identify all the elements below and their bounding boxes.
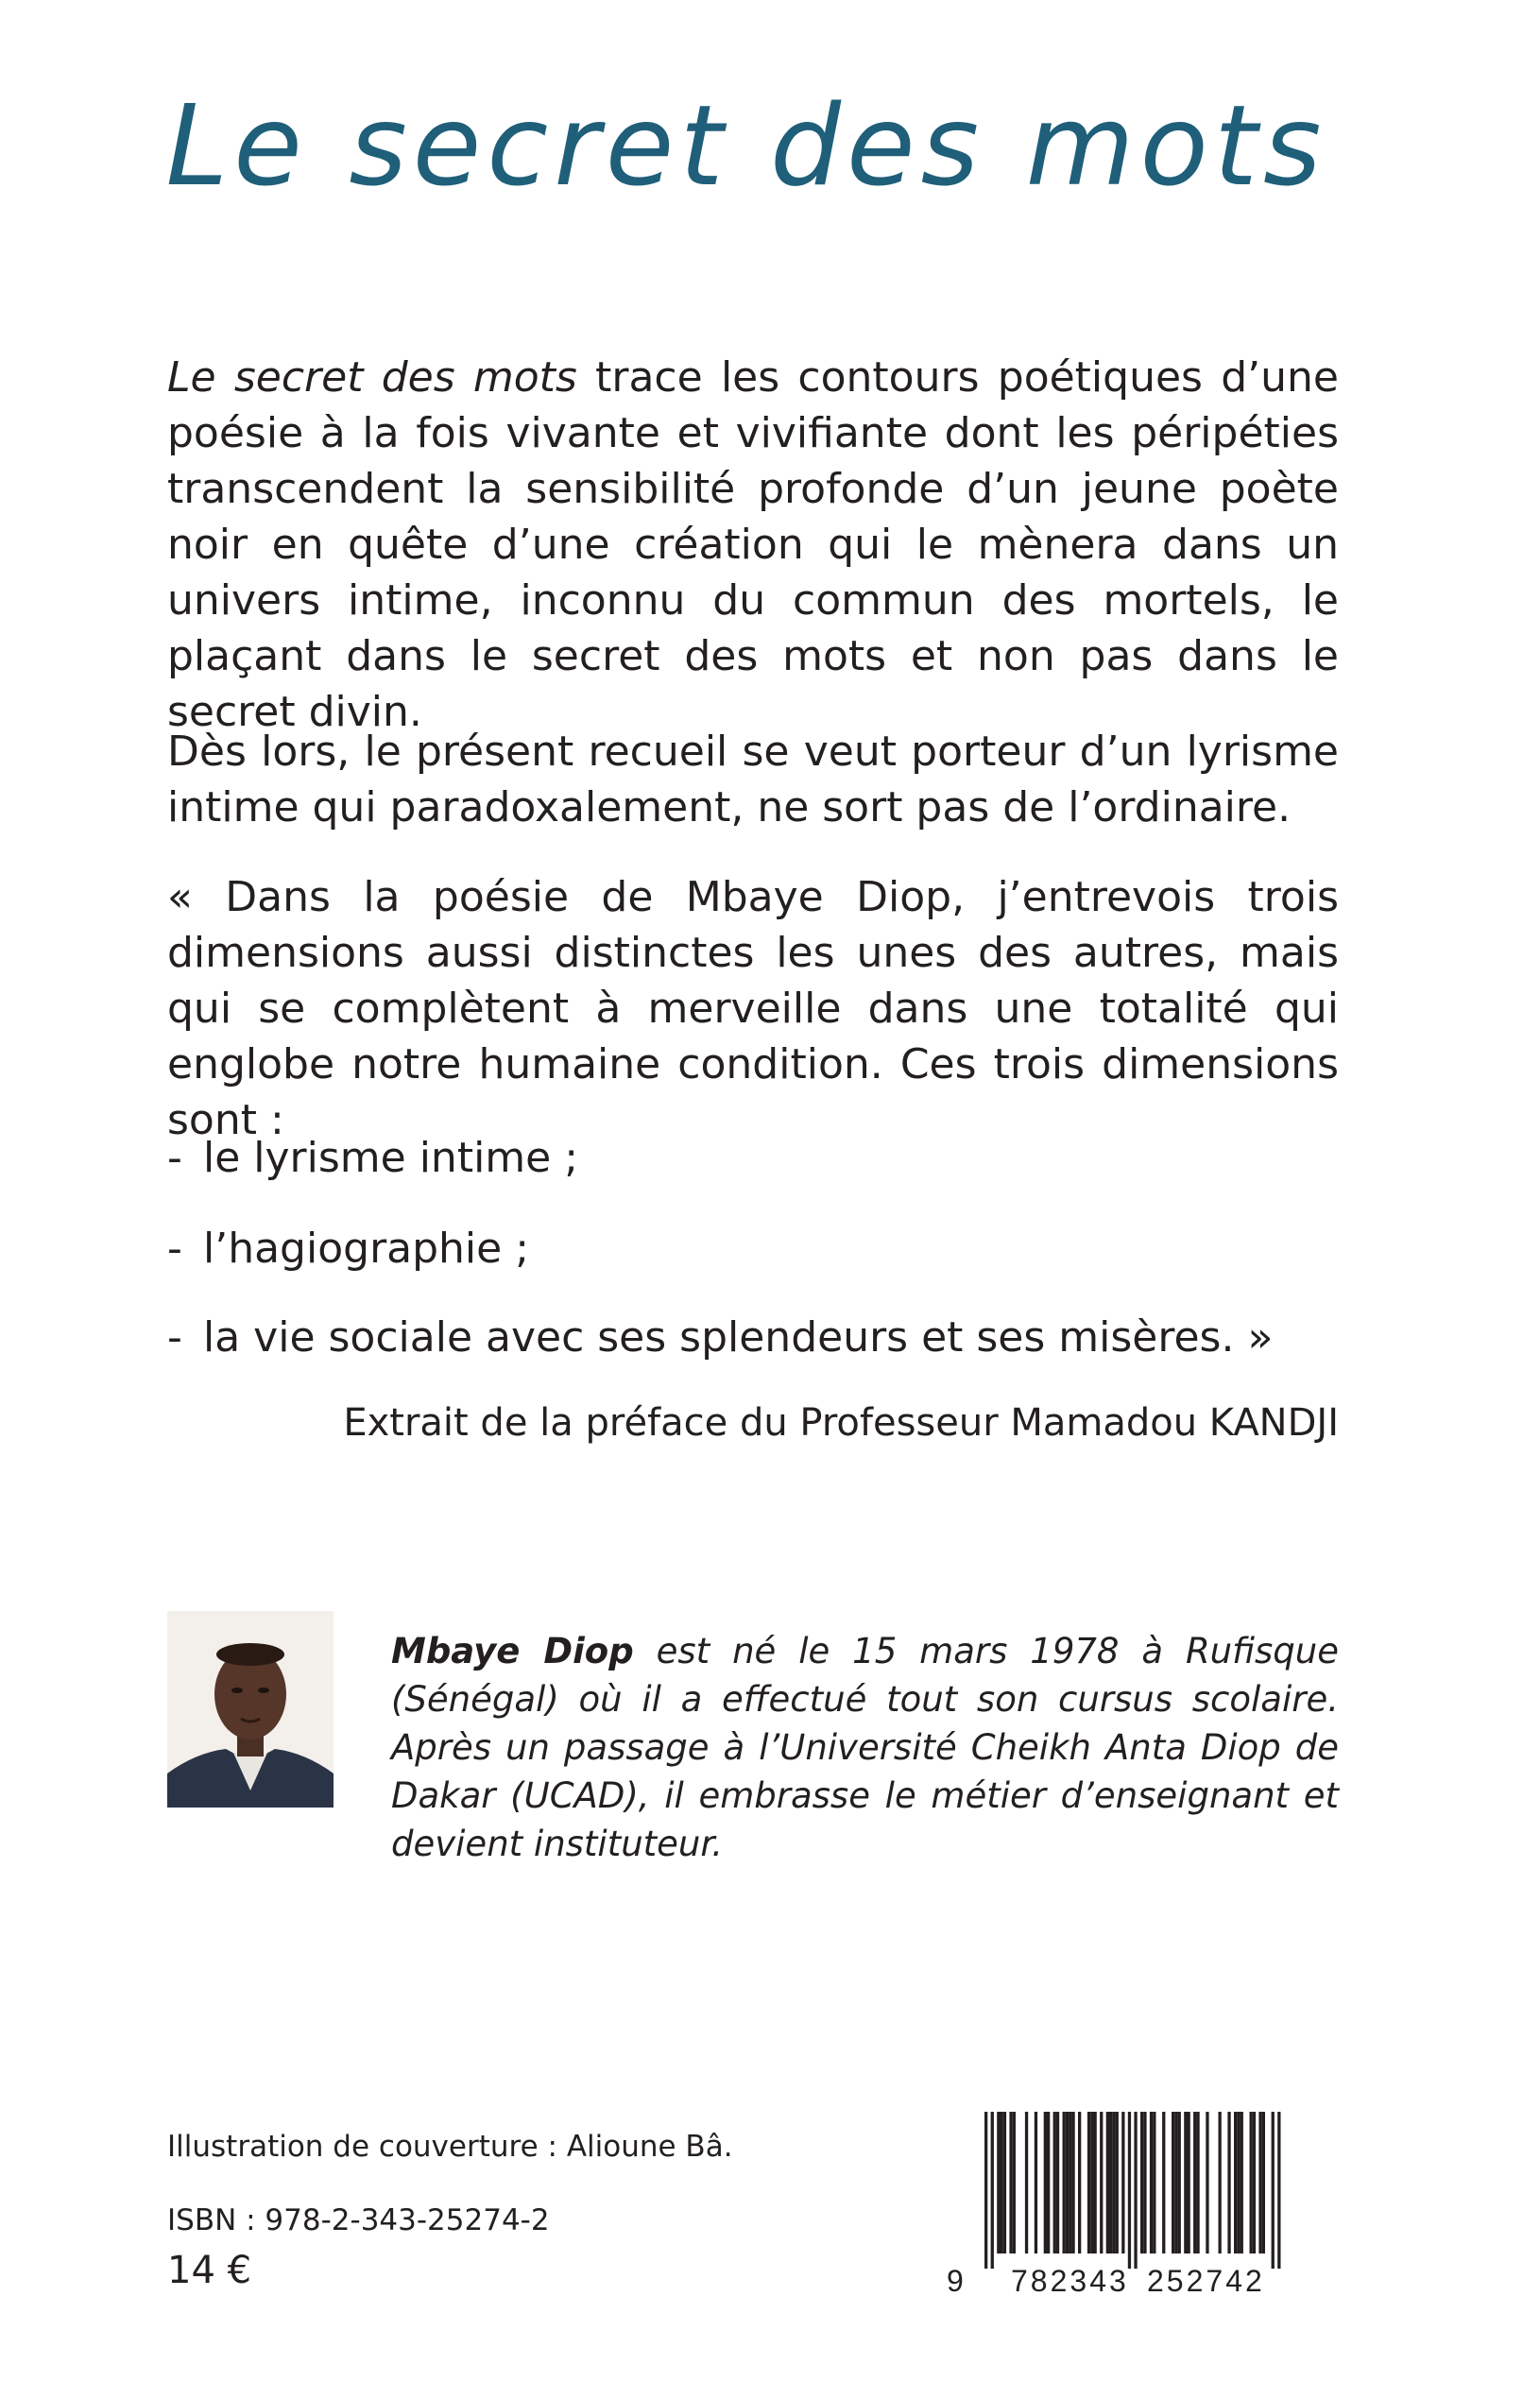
barcode-bar bbox=[1153, 2112, 1155, 2253]
illustration-credit: Illustration de couverture : Alioune Bâ. bbox=[167, 2130, 733, 2164]
barcode-bar bbox=[1172, 2112, 1174, 2253]
barcode-bar bbox=[1025, 2112, 1028, 2253]
barcode-bar bbox=[1069, 2112, 1071, 2253]
barcode-bar bbox=[1134, 2112, 1137, 2269]
bullet-item bbox=[167, 1310, 1273, 1365]
barcode-first-digit: 9 bbox=[947, 2264, 964, 2298]
price-label: 14 € bbox=[167, 2249, 252, 2292]
bullet-item bbox=[167, 1221, 529, 1277]
author-name: Mbaye Diop bbox=[391, 1631, 634, 1671]
barcode-bar bbox=[1193, 2112, 1196, 2253]
barcode-bar bbox=[1116, 2112, 1119, 2253]
barcode-bar bbox=[1100, 2112, 1103, 2253]
barcode-bar bbox=[1106, 2112, 1109, 2253]
blurb-paragraph-2: Dès lors, le présent recueil se veut porteur d’un lyrisme intime qui paradoxalement, ne sort pas de l’ordinaire. bbox=[167, 728, 1339, 831]
author-portrait-image bbox=[167, 1611, 334, 1808]
blurb-paragraph-1-text: trace les contours poétiques d’une poésie à la fois vivante et vivifiante dont les péripéties transcendent la sensibilité profonde d’un jeune poète noir en quête d’une création qui le mènera dans un univers intime, inconnu du commun des mortels, le plaçant dans le secret des mots et non pas dans le secret divin. bbox=[167, 353, 1339, 736]
barcode-bar bbox=[1078, 2112, 1081, 2253]
bullet-text: le lyrisme intime ; bbox=[203, 1134, 579, 1182]
bullet-text: l’hagiographie ; bbox=[203, 1225, 530, 1273]
preface-attribution: Extrait de la préface du Professeur Mamadou KANDJI bbox=[343, 1401, 1339, 1445]
barcode-bar bbox=[1056, 2112, 1059, 2253]
bullet-dash: - bbox=[167, 1313, 182, 1362]
bullet-item bbox=[167, 1130, 578, 1186]
blurb-italic-title: Le secret des mots bbox=[167, 353, 577, 402]
barcode-bar bbox=[1219, 2112, 1222, 2253]
barcode-bar bbox=[1262, 2112, 1265, 2253]
barcode-bar bbox=[1063, 2112, 1066, 2253]
isbn-barcode bbox=[943, 2112, 1331, 2299]
barcode-bar bbox=[1162, 2112, 1165, 2253]
barcode-bar bbox=[984, 2112, 987, 2269]
barcode-left-digits: 782343 bbox=[1011, 2264, 1129, 2298]
isbn-label: ISBN : 978-2-343-25274-2 bbox=[167, 2203, 550, 2237]
barcode-bar bbox=[1241, 2112, 1243, 2253]
barcode-bar bbox=[1071, 2112, 1074, 2253]
barcode-bar bbox=[1237, 2112, 1240, 2253]
barcode-bar bbox=[991, 2112, 994, 2269]
author-photo bbox=[167, 1611, 334, 1808]
barcode-bar bbox=[1272, 2112, 1275, 2269]
book-title: Le secret des mots bbox=[165, 80, 1327, 211]
barcode-bars bbox=[984, 2112, 1281, 2269]
barcode-bar bbox=[1178, 2112, 1181, 2253]
blurb-paragraph-1 bbox=[167, 350, 1339, 740]
barcode-bar bbox=[1121, 2112, 1124, 2253]
barcode-bar bbox=[1047, 2112, 1050, 2253]
bullet-text: la vie sociale avec ses splendeurs et ses misères. » bbox=[203, 1313, 1274, 1362]
barcode-bar bbox=[1087, 2112, 1090, 2253]
author-bio-text: est né le 15 mars 1978 à Rufisque (Sénégal) où il a effectué tout son cursus scolaire. Après un passage à l’Université Cheikh Anta Diop de Dakar (UCAD), il embrasse le métier d’enseignant et devient instituteur. bbox=[391, 1631, 1339, 1864]
barcode-bar bbox=[1174, 2112, 1177, 2253]
barcode-bar bbox=[1109, 2112, 1112, 2253]
preface-quote: « Dans la poésie de Mbaye Diop, j’entrevois trois dimensions aussi distinctes les unes des autres, mais qui se complètent à merveille dans une totalité qui englobe notre humaine condition. Ces trois dimensions sont : bbox=[167, 873, 1339, 1144]
barcode-bar bbox=[1188, 2112, 1190, 2253]
author-bio bbox=[391, 1627, 1339, 1868]
bullet-dash: - bbox=[167, 1225, 182, 1273]
barcode-bar bbox=[1094, 2112, 1097, 2253]
barcode-bar bbox=[1184, 2112, 1187, 2253]
barcode-bar bbox=[1250, 2112, 1253, 2253]
barcode-bar bbox=[1234, 2112, 1237, 2253]
barcode-bar bbox=[1206, 2112, 1208, 2253]
barcode-bar bbox=[1090, 2112, 1093, 2253]
barcode-bar bbox=[1143, 2112, 1146, 2253]
barcode-bar bbox=[1227, 2112, 1230, 2253]
barcode-bar bbox=[1001, 2112, 1003, 2253]
barcode-bar bbox=[1258, 2112, 1261, 2253]
barcode-bar bbox=[1003, 2112, 1006, 2253]
barcode-bar bbox=[1128, 2112, 1131, 2269]
barcode-bar bbox=[1196, 2112, 1199, 2253]
barcode-bar bbox=[1009, 2112, 1012, 2253]
barcode-bar bbox=[1035, 2112, 1037, 2253]
barcode-bar bbox=[1277, 2112, 1280, 2269]
barcode-bar bbox=[1053, 2112, 1056, 2253]
barcode-bar bbox=[1253, 2112, 1256, 2253]
barcode-bar bbox=[1150, 2112, 1153, 2253]
barcode-bar bbox=[1066, 2112, 1069, 2253]
barcode-bar bbox=[1112, 2112, 1115, 2253]
barcode-bar bbox=[1044, 2112, 1047, 2253]
barcode-right-digits: 252742 bbox=[1147, 2264, 1265, 2298]
bullet-dash: - bbox=[167, 1134, 182, 1182]
barcode-bar bbox=[1013, 2112, 1016, 2253]
barcode-bar bbox=[1140, 2112, 1143, 2253]
barcode-bar bbox=[997, 2112, 1000, 2253]
